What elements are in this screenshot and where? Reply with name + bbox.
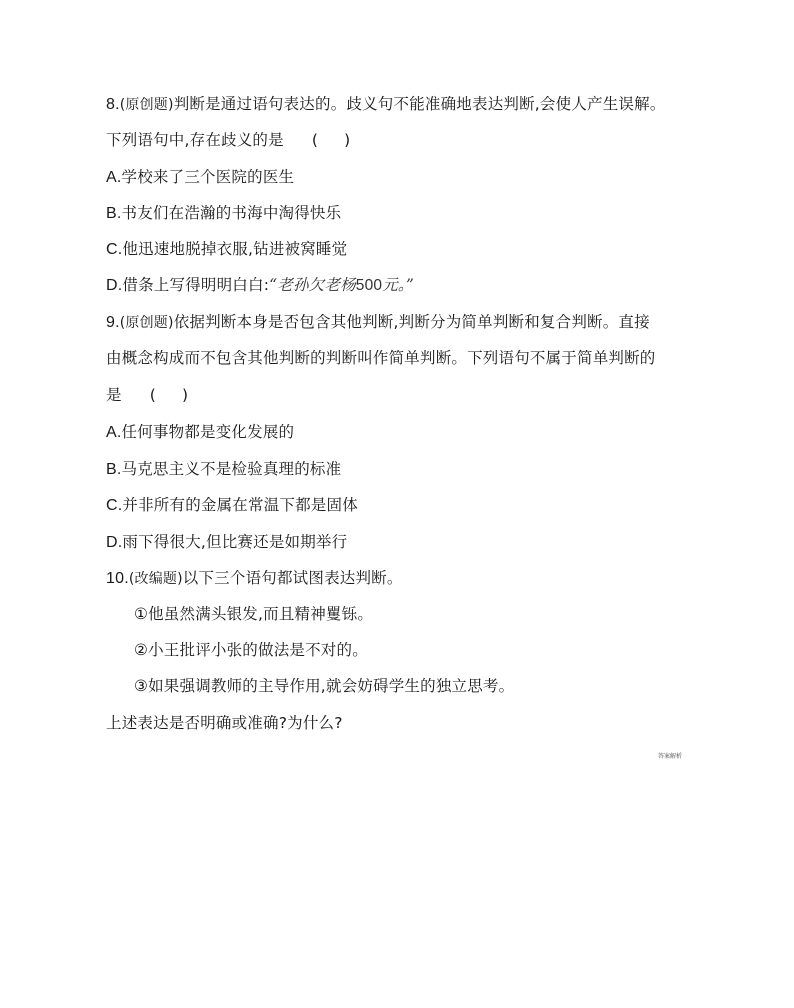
q8-number: 8. (106, 96, 120, 113)
q8-option-b (106, 203, 341, 224)
q8-stem-1: 判断是通过语句表达的。歧义句不能准确地表达判断,会使人产生误解。 (173, 95, 666, 113)
q10-item-text: ①他虽然满头银发,而且精神矍铄。 (134, 605, 374, 623)
q8-stem-line-2 (106, 130, 350, 150)
option-letter: A. (106, 424, 122, 441)
q8-source: (原创题) (119, 97, 174, 113)
q10-item-text: ③如果强调教师的主导作用,就会妨碍学生的独立思考。 (134, 677, 515, 695)
q10-item-2 (134, 640, 368, 660)
q9-option-c (106, 495, 358, 516)
option-letter: D. (106, 534, 123, 551)
option-text: 任何事物都是变化发展的 (121, 423, 295, 441)
option-letter: D. (106, 277, 123, 294)
q8-option-a (106, 167, 294, 188)
q9-number: 9. (106, 314, 120, 331)
q10-item-3 (134, 676, 514, 696)
q8-option-c (106, 239, 347, 260)
iou-quote-amount: 500 (355, 277, 383, 294)
q9-stem-line-2 (106, 348, 656, 368)
iou-quote (269, 276, 414, 294)
q10-question-text: 上述表达是否明确或准确?为什么? (106, 714, 343, 732)
q9-option-d (106, 532, 347, 553)
iou-quote-pre: “老孙欠老杨 (269, 276, 356, 294)
q9-answer-blank (150, 385, 189, 405)
option-letter: C. (106, 497, 123, 514)
q9-stem-3: 是 (106, 386, 122, 404)
q10-number: 10. (106, 570, 129, 587)
option-text: 学校来了三个医院的医生 (121, 168, 295, 186)
option-text: 他迅速地脱掉衣服,钻进被窝睡觉 (122, 240, 348, 258)
option-text: 借条上写得明明白白: (122, 276, 270, 294)
option-text: 书友们在浩瀚的书海中淘得快乐 (121, 204, 342, 222)
q8-option-d (106, 275, 414, 296)
option-text: 马克思主义不是检验真理的标准 (121, 460, 342, 478)
q8-paren-close: ) (344, 131, 351, 149)
q10-source: (改编题) (128, 571, 183, 587)
q9-source: (原创题) (119, 315, 174, 331)
q10-item-1 (134, 604, 373, 624)
option-text: 并非所有的金属在常温下都是固体 (122, 496, 358, 514)
q10-question (106, 713, 343, 733)
q8-answer-blank (312, 130, 351, 150)
q9-option-a (106, 422, 294, 443)
option-letter: A. (106, 169, 122, 186)
q9-stem-2: 由概念构成而不包含其他判断的判断叫作简单判断。下列语句不属于简单判断的 (106, 349, 656, 367)
option-text: 雨下得很大,但比赛还是如期举行 (122, 533, 348, 551)
q9-option-b (106, 459, 341, 480)
iou-quote-post: 元。” (382, 276, 415, 294)
answer-analysis-link[interactable]: 答案解析 (658, 753, 683, 760)
q8-stem-line-1 (106, 94, 666, 115)
q10-item-text: ②小王批评小张的做法是不对的。 (134, 641, 368, 659)
q9-stem-line-1 (106, 312, 650, 333)
q9-stem-line-3 (106, 385, 188, 405)
q9-paren-open: ( (149, 386, 156, 404)
q10-stem-line (106, 568, 403, 589)
q9-stem-1: 依据判断本身是否包含其他判断,判断分为简单判断和复合判断。直接 (173, 313, 650, 331)
option-letter: C. (106, 241, 123, 258)
q8-paren-open: ( (311, 131, 319, 149)
option-letter: B. (106, 461, 122, 478)
q8-stem-2: 下列语句中,存在歧义的是 (106, 131, 284, 149)
q10-stem: 以下三个语句都试图表达判断。 (182, 569, 403, 587)
q9-paren-close: ) (181, 386, 189, 404)
option-letter: B. (106, 205, 122, 222)
